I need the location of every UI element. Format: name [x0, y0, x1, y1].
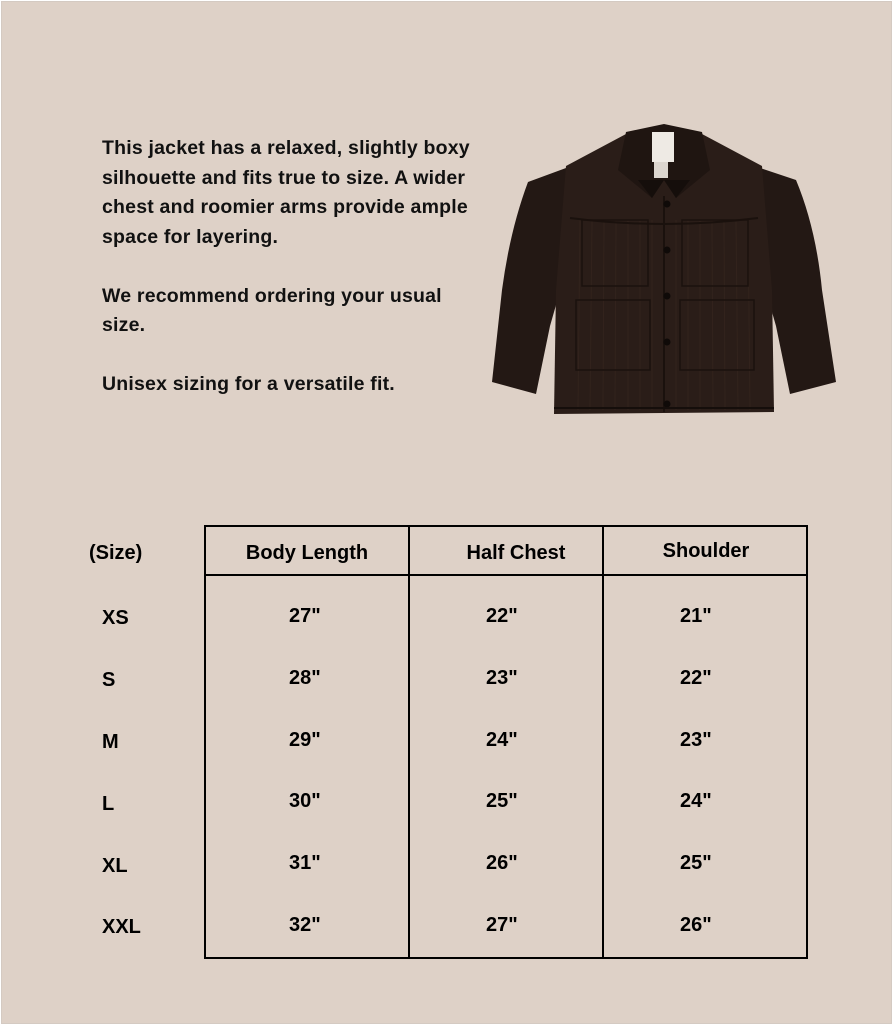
cell-xxl-shoulder: 26": [680, 914, 712, 936]
jacket-image: [488, 120, 840, 418]
fit-paragraph-1: This jacket has a relaxed, slightly boxy silhouette and fits true to size. A wider chest and roomier arms provide ample space for layering.: [102, 137, 470, 248]
fit-paragraph-3: Unisex sizing for a versatile fit.: [102, 373, 395, 395]
size-label-xs: XS: [102, 607, 129, 629]
cell-s-half-chest: 23": [486, 667, 518, 689]
cell-l-shoulder: 24": [680, 790, 712, 812]
cell-xxl-half-chest: 27": [486, 914, 518, 936]
table-column-divider-1: [408, 525, 410, 959]
cell-s-shoulder: 22": [680, 667, 712, 689]
cell-m-shoulder: 23": [680, 729, 712, 751]
cell-xl-body-length: 31": [289, 852, 321, 874]
column-header-shoulder: Shoulder: [662, 540, 750, 562]
fit-description: [102, 134, 482, 429]
cell-l-half-chest: 25": [486, 790, 518, 812]
cell-s-body-length: 28": [289, 667, 321, 689]
size-label-l: L: [102, 793, 115, 815]
cell-xs-shoulder: 21": [680, 605, 712, 627]
column-header-body-length: Body Length: [245, 542, 369, 564]
size-label-m: M: [102, 731, 119, 753]
size-label-s: S: [102, 669, 116, 691]
cell-xs-half-chest: 22": [486, 605, 518, 627]
table-column-divider-2: [602, 525, 604, 959]
cell-m-body-length: 29": [289, 729, 321, 751]
cell-xxl-body-length: 32": [289, 914, 321, 936]
size-column-header: (Size): [89, 542, 143, 564]
cell-xl-half-chest: 26": [486, 852, 518, 874]
cell-m-half-chest: 24": [486, 729, 518, 751]
size-label-xxl: XXL: [102, 916, 141, 938]
column-header-half-chest: Half Chest: [466, 542, 566, 564]
table-header-divider: [204, 574, 808, 576]
cell-xs-body-length: 27": [289, 605, 321, 627]
jacket-tag: [652, 132, 674, 162]
fit-paragraph-2: We recommend ordering your usual size.: [102, 284, 442, 336]
cell-l-body-length: 30": [289, 790, 321, 812]
cell-xl-shoulder: 25": [680, 852, 712, 874]
size-label-xl: XL: [102, 855, 128, 877]
